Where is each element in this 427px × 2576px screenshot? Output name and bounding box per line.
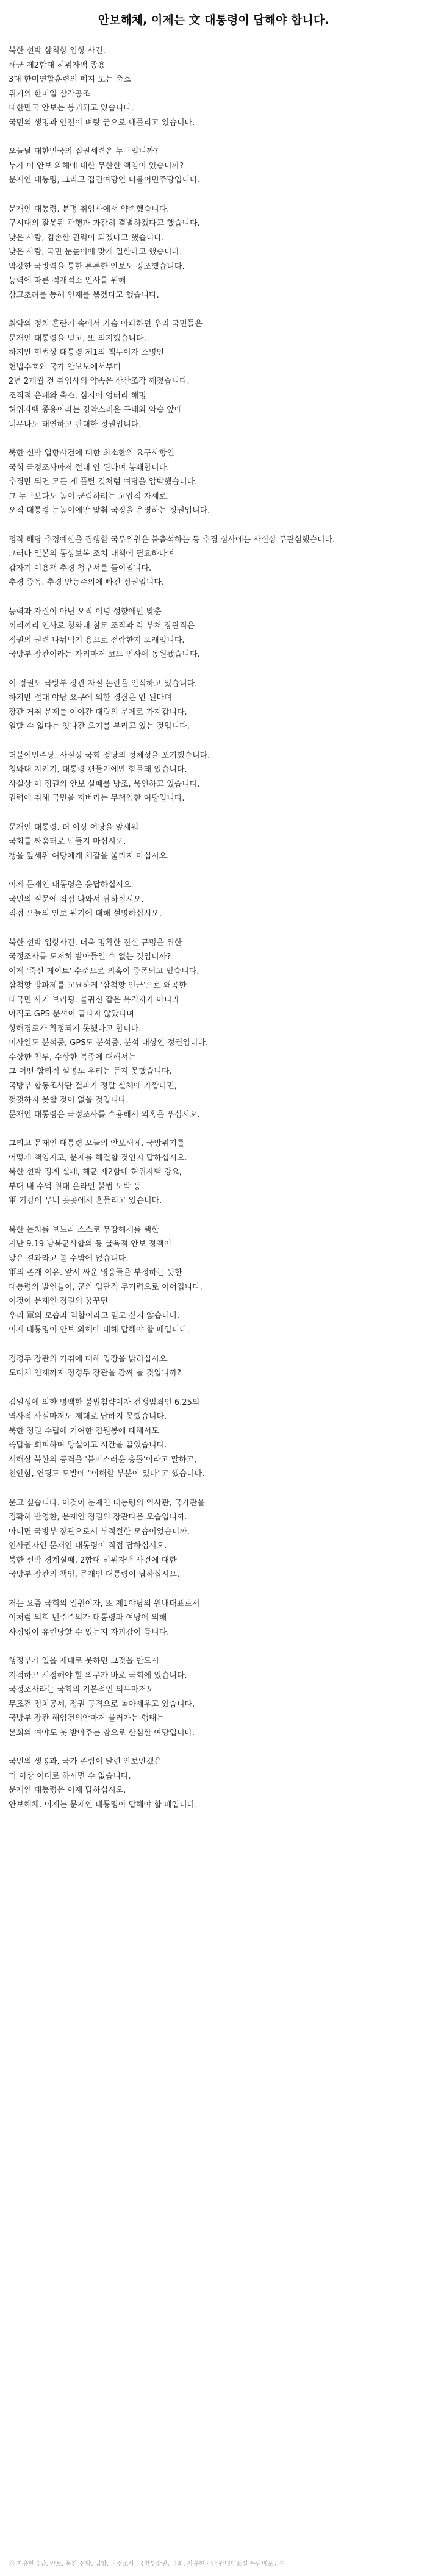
text-line: 지난 9.19 남북군사합의 등 굴욕적 안보 정책이 [9,1240,172,1249]
text-line: 국회 국정조사마저 절대 안 된다며 봉쇄합니다. [9,463,170,473]
text-line: 문재인 대통령. 더 이상 여당을 앞세워 [9,822,139,832]
text-line: 북한 정권 수립에 기여한 김원봉에 대해서도 [9,1426,159,1436]
text-line: 구시대의 잘못된 관행과 과감히 결별하겠다고 했습니다. [9,219,200,228]
text-line: 더불어민주당. 사실상 국회 정당의 정체성을 포기했습니다. [9,751,210,760]
text-line: 북한 선박 입항사건. 더욱 명확한 진실 규명을 위한 [9,938,182,947]
text-line: 서해상 북한의 공격을 '불미스러운 충돌'이라고 말하고, [9,1455,197,1465]
text-line: 막강한 국방력을 통한 튼튼한 안보도 강조했습니다. [9,262,185,271]
text-line: 갱을 앞세워 여당에게 채갈을 울리지 마십시오. [9,851,170,861]
text-line: 행정부가 일을 제대로 못하면 그것을 반드시 [9,1657,159,1666]
text-line: 국정조사를 도저히 받아들일 수 없는 것입니까? [9,952,171,962]
text-line: 즉답을 회피하며 망설이고 시간을 끌었습니다. [9,1441,167,1450]
text-line: 북한 선박 입항사건에 대한 최소한의 요구사항인 [9,449,174,458]
text-line: 김일성에 의한 명백한 불법침략이자 전쟁범죄인 6.25의 [9,1397,200,1407]
paragraph [9,533,418,590]
text-line: 수상한 침투, 수상한 복종에 대해서는 [9,1052,137,1062]
paragraph [9,821,418,864]
text-line: 2년 2개월 전 취임사의 약속은 산산조각 깨졌습니다. [9,377,190,386]
text-line: 최악의 정치 혼란기 속에서 가슴 아파하던 우리 국민들은 [9,319,203,329]
text-line: 허위자백 종용이라는 경악스러운 구태와 악습 앞에 [9,405,182,415]
text-line: 항해경로가 확정되지 못했다고 합니다. [9,1024,142,1033]
text-line: 정경두 장관의 거취에 대해 입장을 밝히십시오. [9,1354,170,1364]
paragraph [9,1352,418,1381]
paragraph [9,677,418,734]
text-line: 천안함, 연평도 도발에 "이해할 부분이 있다"고 했습니다. [9,1469,205,1479]
text-line: 정권의 권력 나눠먹기 용으로 전락한지 오래입니다. [9,635,185,645]
text-line: 문재인 대통령. 분명 취임사에서 약속했습니다. [9,204,170,214]
text-line: 그 어떤 합리적 설명도 우리는 듣지 못했습니다. [9,1067,172,1076]
text-line: 대통령의 발언들이, 군의 입단적 무기력으로 이어집니다. [9,1282,203,1292]
text-line: 문재인 대통령을 믿고, 또 의지했습니다. [9,334,146,343]
text-line: 해군 제2함대 허위자백 종용 [9,60,106,70]
text-line: 이제 문재인 대통령은 응답하십시오. [9,880,134,890]
paragraph [9,317,418,432]
text-line: 軍 기강이 무너 곳곳에서 흔들리고 있습니다. [9,1196,162,1205]
text-line: 그리고 문재인 대통령 오늘의 안보해체. 국방위기를 [9,1139,185,1148]
text-line: 본회의 여야도 못 받아주는 참으로 한심한 여당입니다. [9,1728,195,1738]
paragraph [9,44,418,130]
text-line: 도대체 언제까지 정경두 장관을 감싸 돌 것입니까? [9,1369,181,1378]
text-line: 추경만 되면 모든 게 풀릴 것처럼 여당을 압박했습니다. [9,477,198,487]
text-line: 낮은 사람, 겸손한 권력이 되겠다고 했습니다. [9,233,164,243]
page-title: 안보해체, 이제는 文 대통령이 답해야 합니다. [98,13,329,27]
text-line: 북한 선박 삼척항 입항 사건. [9,46,106,55]
text-line: 하지만 헌법상 대통령 제1의 책무이자 소명인 [9,348,164,357]
text-line: 역사적 사실마저도 제대로 답하지 못했습니다. [9,1412,167,1421]
text-line: 그 누구보다도 높이 군림하려는 고압적 자세로. [9,491,170,501]
text-line: 국방부 장관이라는 자리마저 코드 인사에 동원됐습니다. [9,650,200,659]
text-line: 북한 눈치를 보느라 스스로 무장해제를 택한 [9,1225,159,1235]
text-line: 사정없이 유린당할 수 있는지 자괴감이 듭니다. [9,1627,170,1637]
text-line: 미사일도 분석중, GPS도 분석중, 분석 대상인 정권입니다. [9,1038,209,1047]
text-line: 이 정권도 국방부 장관 자질 논란을 인식하고 있습니다. [9,679,198,688]
text-line: 껏껏하지 못할 것이 없을 것입니다. [9,1096,129,1105]
paragraph [9,1223,418,1338]
text-line: 권력에 취해 국민을 저버리는 무책임한 여당입니다. [9,794,185,803]
text-line: 삼고초려를 통해 인재를 뽑겠다고 했습니다. [9,290,159,300]
text-line: 능력과 자질이 아닌 오직 이념 성향에만 맞춘 [9,607,162,616]
paragraph [9,1396,418,1482]
paragraph [9,936,418,1122]
paragraph [9,144,418,188]
text-line: 사실상 이 정권의 안보 실패를 방조, 묵인하고 있습니다. [9,779,200,789]
text-line: 인사권자인 문재인 대통령이 직접 답하십시오. [9,1541,167,1550]
text-line: 헌법수호와 국가 안보보에서부터 [9,362,121,372]
text-line: 정작 해당 추경예산을 집행할 국무위원은 불출석하는 등 추경 심사에는 사실상 무관심했습니다. [9,535,336,544]
text-line: 오늘날 대한민국의 집권세력은 누구입니까? [9,147,159,156]
text-line: 낳은 결과라고 볼 수밖에 없습니다. [9,1254,129,1263]
text-line: 일할 수 없다는 엇나간 오기를 부리고 있는 것입니다. [9,722,190,731]
text-line: 능력에 따른 적재적소 인사를 위해 [9,276,126,285]
text-line: 3대 한미연합훈련의 폐지 또는 축소 [9,75,131,84]
text-line: 아직도 GPS 분석이 끝나지 않았다며 [9,1010,134,1019]
text-line: 삼척항 방파제를 교묘하게 '삼척항 인근'으로 왜곡한 [9,981,187,990]
text-line: 북한 선박 경계실패, 2함대 허위자백 사건에 대한 [9,1555,177,1565]
text-line: 추경 중독. 추경 만능주의에 빠진 정권입니다. [9,578,164,587]
text-line: 이처럼 의회 민주주의가 대통령과 여당에 의해 [9,1613,167,1622]
text-line: 문재인 대통령은 국정조사를 수용해서 의혹을 푸십시오. [9,1110,200,1119]
paragraph [9,1496,418,1582]
text-line: 국민의 생명과 안전이 벼랑 끝으로 내몰리고 있습니다. [9,118,195,127]
text-line: 북한 선박 경계 실패, 해군 제2함대 허위자백 강요, [9,1168,182,1177]
text-line: 청와대 지키기, 대통령 편들기에만 함몰돼 있습니다. [9,765,187,774]
text-line: 국정조사라는 국회의 기본적인 의무마저도 [9,1685,154,1694]
paragraph [9,1755,418,1812]
text-line: 낮은 사람, 국민 눈높이에 맞게 일한다고 했습니다. [9,248,182,257]
text-line: 정확히 반영한, 문재인 정권의 장관다운 모습입니까. [9,1513,187,1522]
text-line: 저는 요즘 국회의 일원이자, 또 제1야당의 원내대표로서 [9,1599,200,1608]
paragraph [9,605,418,662]
paragraph [9,878,418,921]
text-line: 문재인 대통령은 이제 답하십시오. [9,1786,126,1795]
text-line: 국방부 합동조사단 결과가 정말 실체에 가깝다면, [9,1081,177,1091]
text-line: 아니면 국방부 장관으로서 부적절한 모습이었습니까. [9,1527,190,1536]
text-line: 조직적 은폐와 축소, 심지어 엉터리 해명 [9,391,146,401]
footer-caption: ⓒ 자유한국당, 안보, 북한 선박, 입항, 국정조사, 국방부장관, 국회, 자유한국당 원내대표실 무단배포금지 [9,2561,285,2567]
paragraph [9,749,418,806]
text-line: 장관 거취 문제를 여야간 대립의 문제로 가져갑니다. [9,707,187,717]
text-line: 갑자기 이용책 추경 청구서를 들이밉니다. [9,563,152,573]
text-line: 우리 軍의 모습과 역할이라고 믿고 싶지 않습니다. [9,1311,180,1321]
paragraph [9,446,418,518]
text-line: 문재인 대통령, 그리고 집권여당인 더불어민주당입니다. [9,176,200,185]
text-line: 하지만 절대 야당 요구에 의한 경질은 안 된다며 [9,693,172,702]
text-line: 이것이 문재인 정권의 꿈꾸던 [9,1297,109,1306]
paragraph [9,1597,418,1640]
text-line: 어떻게 책임지고, 문제를 해결할 것인지 답하십시오. [9,1153,187,1163]
text-line: 오직 대통령 눈높이에만 맞춰 국정을 운영하는 정권입니다. [9,506,210,515]
article-body [9,44,418,1827]
text-line: 직접 오늘의 안보 위기에 대해 설명하십시오. [9,909,162,918]
text-line: 더 이상 이대로 하시면 수 없습니다. [9,1771,131,1781]
text-line: 국회를 싸움터로 만들지 마십시오. [9,837,126,846]
paragraph [9,1136,418,1208]
paragraph [9,1654,418,1740]
paragraph [9,202,418,303]
text-line: 대국민 사기 브리핑. 물귀신 같은 목격자가 아니라 [9,995,180,1005]
text-line: 위기의 한미일 삼각공조 [9,89,90,99]
text-line: 무조건 정치공세, 정권 공격으로 돌아세우고 있습니다. [9,1699,195,1709]
text-line: 국민의 질문에 직접 나와서 답하십시오. [9,894,144,904]
text-line: 부대 내 수억 원대 온라인 불법 도박 등 [9,1182,142,1191]
text-line: 안보해체. 이제는 문재인 대통령이 답해야 할 때입니다. [9,1800,198,1810]
text-line: 국방부 장관의 책임, 문재인 대통령이 답하십시오. [9,1570,180,1579]
text-line: 그러다 일본의 통상보복 조치 대책에 필요하다며 [9,549,174,558]
text-line: 지적하고 시정해야 할 의무가 바로 국회에 있습니다. [9,1671,187,1680]
text-line: 끼리끼리 인사로 청와대 참모 조직과 각 부처 장관직은 [9,621,195,630]
text-line: 너무나도 태연하고 관대한 정권입니다. [9,419,142,429]
text-line: 누가 이 안보 와해에 대한 무한한 책임이 있습니까? [9,161,184,171]
text-line: 軍의 존재 이유. 앞서 싸운 영웅들을 부정하는 듯한 [9,1268,182,1277]
text-line: 이제 '죽선 게이트' 수준으로 의혹이 증폭되고 있습니다. [9,966,199,976]
text-line: 이제 대통령이 안보 와해에 대해 답해야 할 때입니다. [9,1325,190,1335]
text-line: 대한민국 안보는 붕괴되고 있습니다. [9,104,134,113]
text-line: 국민의 생명과, 국가 존립이 달린 안보안겠은 [9,1757,162,1766]
text-line: 묻고 싶습니다. 이것이 문재인 대통령의 역사관, 국가관을 [9,1498,205,1508]
text-line: 국방부 장관 해임건의안마저 물러가는 행태는 [9,1714,165,1723]
